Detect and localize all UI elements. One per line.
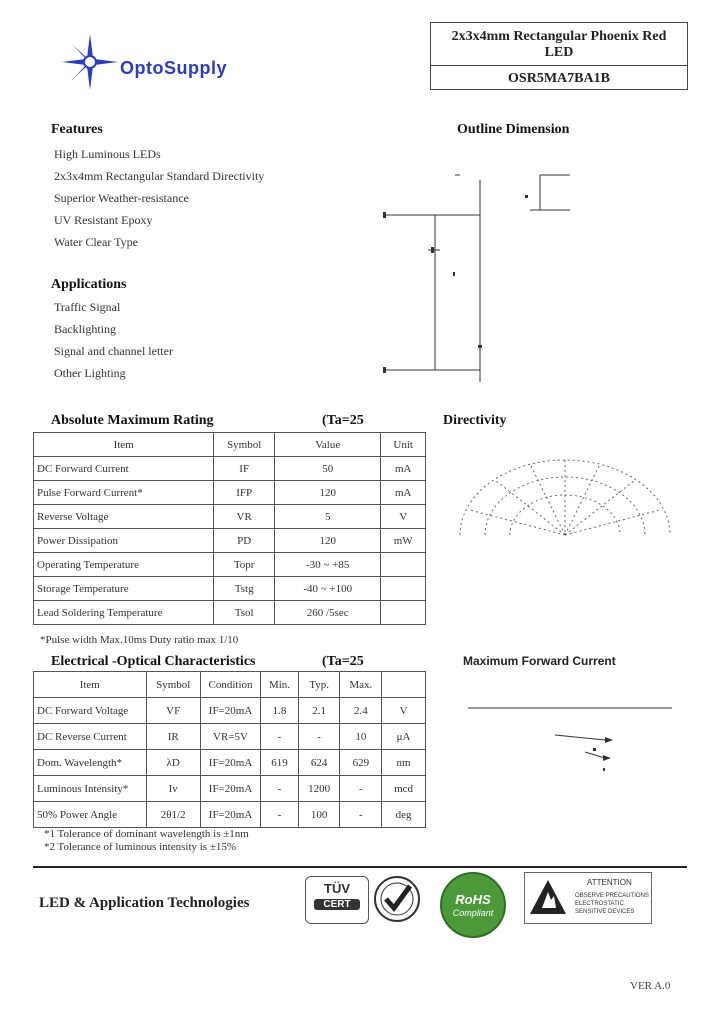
table-cell: 2θ1/2 bbox=[146, 802, 200, 828]
table-cell: IF=20mA bbox=[200, 698, 260, 724]
table-cell: μA bbox=[382, 724, 426, 750]
table-cell: Pulse Forward Current* bbox=[34, 481, 214, 505]
starburst-icon bbox=[60, 32, 120, 92]
attention-title: ATTENTION bbox=[587, 878, 632, 887]
table-cell: Iv bbox=[146, 776, 200, 802]
table-cell: - bbox=[340, 776, 382, 802]
outline-heading: Outline Dimension bbox=[457, 122, 570, 137]
tuv-sub: CERT bbox=[314, 899, 360, 910]
list-item: Backlighting bbox=[54, 322, 116, 336]
applications-heading: Applications bbox=[51, 277, 127, 292]
table-cell: 2.4 bbox=[340, 698, 382, 724]
table-cell: Operating Temperature bbox=[34, 553, 214, 577]
table-cell: 619 bbox=[261, 750, 299, 776]
table-cell: - bbox=[340, 802, 382, 828]
directivity-heading: Directivity bbox=[443, 413, 507, 428]
eo-table bbox=[33, 671, 426, 828]
table-cell: 50% Power Angle bbox=[34, 802, 147, 828]
table-row bbox=[34, 698, 426, 724]
column-header: Symbol bbox=[214, 433, 275, 457]
list-item: Signal and channel letter bbox=[54, 344, 173, 358]
checkmark-seal-icon bbox=[372, 874, 422, 924]
table-cell: Tstg bbox=[214, 577, 275, 601]
table-cell: mW bbox=[381, 529, 426, 553]
table-cell: IR bbox=[146, 724, 200, 750]
table-cell: -30 ~ +85 bbox=[275, 553, 381, 577]
max-forward-graph bbox=[465, 700, 675, 780]
logo bbox=[60, 32, 275, 92]
table-cell: Power Dissipation bbox=[34, 529, 214, 553]
table-row bbox=[34, 601, 426, 625]
table-cell bbox=[381, 601, 426, 625]
brand-name: OptoSupply bbox=[120, 58, 227, 78]
table-row bbox=[34, 457, 426, 481]
company-tagline: LED & Application Technologies bbox=[39, 895, 250, 911]
table-cell: - bbox=[261, 776, 299, 802]
table-cell: IFP bbox=[214, 481, 275, 505]
table-cell: 120 bbox=[275, 529, 381, 553]
table-cell: 10 bbox=[340, 724, 382, 750]
eo-note-1: *1 Tolerance of dominant wavelength is ±1nm bbox=[44, 828, 249, 840]
list-item: Other Lighting bbox=[54, 366, 126, 380]
attention-line: ELECTROSTATIC bbox=[575, 901, 624, 907]
eo-note-2: *2 Tolerance of luminous intensity is ±15% bbox=[44, 841, 237, 853]
attention-line: OBSERVE PRECAUTIONS bbox=[575, 893, 649, 899]
table-cell: DC Forward Voltage bbox=[34, 698, 147, 724]
table-cell: 5 bbox=[275, 505, 381, 529]
table-header-row bbox=[34, 433, 426, 457]
esd-warning-icon bbox=[528, 878, 568, 918]
table-cell: 1.8 bbox=[261, 698, 299, 724]
part-number: OSR5MA7BA1B bbox=[508, 71, 610, 86]
rohs-sub: Compliant bbox=[452, 908, 494, 918]
table-row bbox=[34, 724, 426, 750]
features-heading: Features bbox=[51, 122, 103, 137]
table-cell: V bbox=[381, 505, 426, 529]
table-cell: 120 bbox=[275, 481, 381, 505]
max-forward-heading: Maximum Forward Current bbox=[463, 654, 616, 668]
column-header: Min. bbox=[261, 672, 299, 698]
table-cell bbox=[381, 577, 426, 601]
footer-divider bbox=[33, 866, 687, 868]
column-header bbox=[382, 672, 426, 698]
eo-heading: Electrical -Optical Characteristics bbox=[51, 654, 256, 669]
column-header: Item bbox=[34, 433, 214, 457]
table-row bbox=[34, 750, 426, 776]
table-cell: - bbox=[261, 724, 299, 750]
table-cell: 50 bbox=[275, 457, 381, 481]
table-cell: DC Reverse Current bbox=[34, 724, 147, 750]
version-label: VER A.0 bbox=[630, 980, 671, 992]
table-cell: Topr bbox=[214, 553, 275, 577]
table-cell: Tsol bbox=[214, 601, 275, 625]
outline-drawing bbox=[380, 160, 580, 390]
table-cell: Lead Soldering Temperature bbox=[34, 601, 214, 625]
rohs-badge bbox=[440, 872, 506, 938]
header-divider bbox=[431, 65, 687, 66]
table-row bbox=[34, 529, 426, 553]
applications-list bbox=[54, 300, 173, 388]
tuv-text: TÜV bbox=[324, 881, 350, 896]
list-item: Superior Weather-resistance bbox=[54, 191, 189, 205]
table-row bbox=[34, 577, 426, 601]
table-cell: 624 bbox=[298, 750, 340, 776]
product-title: 2x3x4mm Rectangular Phoenix Red LED bbox=[451, 29, 667, 60]
table-cell: IF bbox=[214, 457, 275, 481]
esd-attention-box bbox=[524, 872, 652, 924]
list-item: UV Resistant Epoxy bbox=[54, 213, 153, 227]
table-cell: -40 ~ +100 bbox=[275, 577, 381, 601]
eo-condition: (Ta=25 bbox=[322, 654, 364, 669]
table-cell: VF bbox=[146, 698, 200, 724]
table-cell: 1200 bbox=[298, 776, 340, 802]
abs-max-heading: Absolute Maximum Rating bbox=[51, 413, 214, 428]
column-header: Item bbox=[34, 672, 147, 698]
abs-max-note: *Pulse width Max.10ms Duty ratio max 1/10 bbox=[40, 634, 239, 646]
table-cell: 629 bbox=[340, 750, 382, 776]
table-cell: Luminous Intensity* bbox=[34, 776, 147, 802]
abs-max-condition: (Ta=25 bbox=[322, 413, 364, 428]
abs-max-table bbox=[33, 432, 426, 625]
column-header: Value bbox=[275, 433, 381, 457]
table-row bbox=[34, 802, 426, 828]
table-cell: mA bbox=[381, 481, 426, 505]
table-cell: IF=20mA bbox=[200, 802, 260, 828]
features-list bbox=[54, 147, 264, 257]
column-header: Max. bbox=[340, 672, 382, 698]
table-cell bbox=[381, 553, 426, 577]
list-item: 2x3x4mm Rectangular Standard Directivity bbox=[54, 169, 265, 183]
table-cell: V bbox=[382, 698, 426, 724]
table-row bbox=[34, 553, 426, 577]
table-cell: Storage Temperature bbox=[34, 577, 214, 601]
table-cell: 100 bbox=[298, 802, 340, 828]
list-item: Water Clear Type bbox=[54, 235, 138, 249]
table-cell: IF=20mA bbox=[200, 750, 260, 776]
table-cell: IF=20mA bbox=[200, 776, 260, 802]
table-row bbox=[34, 776, 426, 802]
table-cell: VR bbox=[214, 505, 275, 529]
table-row bbox=[34, 505, 426, 529]
table-cell: mA bbox=[381, 457, 426, 481]
table-cell: 260 /5sec bbox=[275, 601, 381, 625]
table-cell: λD bbox=[146, 750, 200, 776]
header-box bbox=[430, 22, 688, 90]
table-cell: VR=5V bbox=[200, 724, 260, 750]
table-cell: - bbox=[261, 802, 299, 828]
table-cell: DC Forward Current bbox=[34, 457, 214, 481]
column-header: Symbol bbox=[146, 672, 200, 698]
table-cell: - bbox=[298, 724, 340, 750]
table-cell: 2.1 bbox=[298, 698, 340, 724]
column-header: Condition bbox=[200, 672, 260, 698]
directivity-diagram bbox=[455, 450, 675, 550]
column-header: Unit bbox=[381, 433, 426, 457]
rohs-text: RoHS bbox=[455, 892, 491, 907]
table-cell: Reverse Voltage bbox=[34, 505, 214, 529]
table-cell: Dom. Wavelength* bbox=[34, 750, 147, 776]
table-cell: PD bbox=[214, 529, 275, 553]
column-header: Typ. bbox=[298, 672, 340, 698]
list-item: High Luminous LEDs bbox=[54, 147, 161, 161]
table-cell: mcd bbox=[382, 776, 426, 802]
table-row bbox=[34, 481, 426, 505]
table-cell: deg bbox=[382, 802, 426, 828]
table-cell: nm bbox=[382, 750, 426, 776]
list-item: Traffic Signal bbox=[54, 300, 121, 314]
table-header-row bbox=[34, 672, 426, 698]
tuv-badge bbox=[305, 876, 369, 924]
attention-line: SENSITIVE DEVICES bbox=[575, 909, 635, 915]
